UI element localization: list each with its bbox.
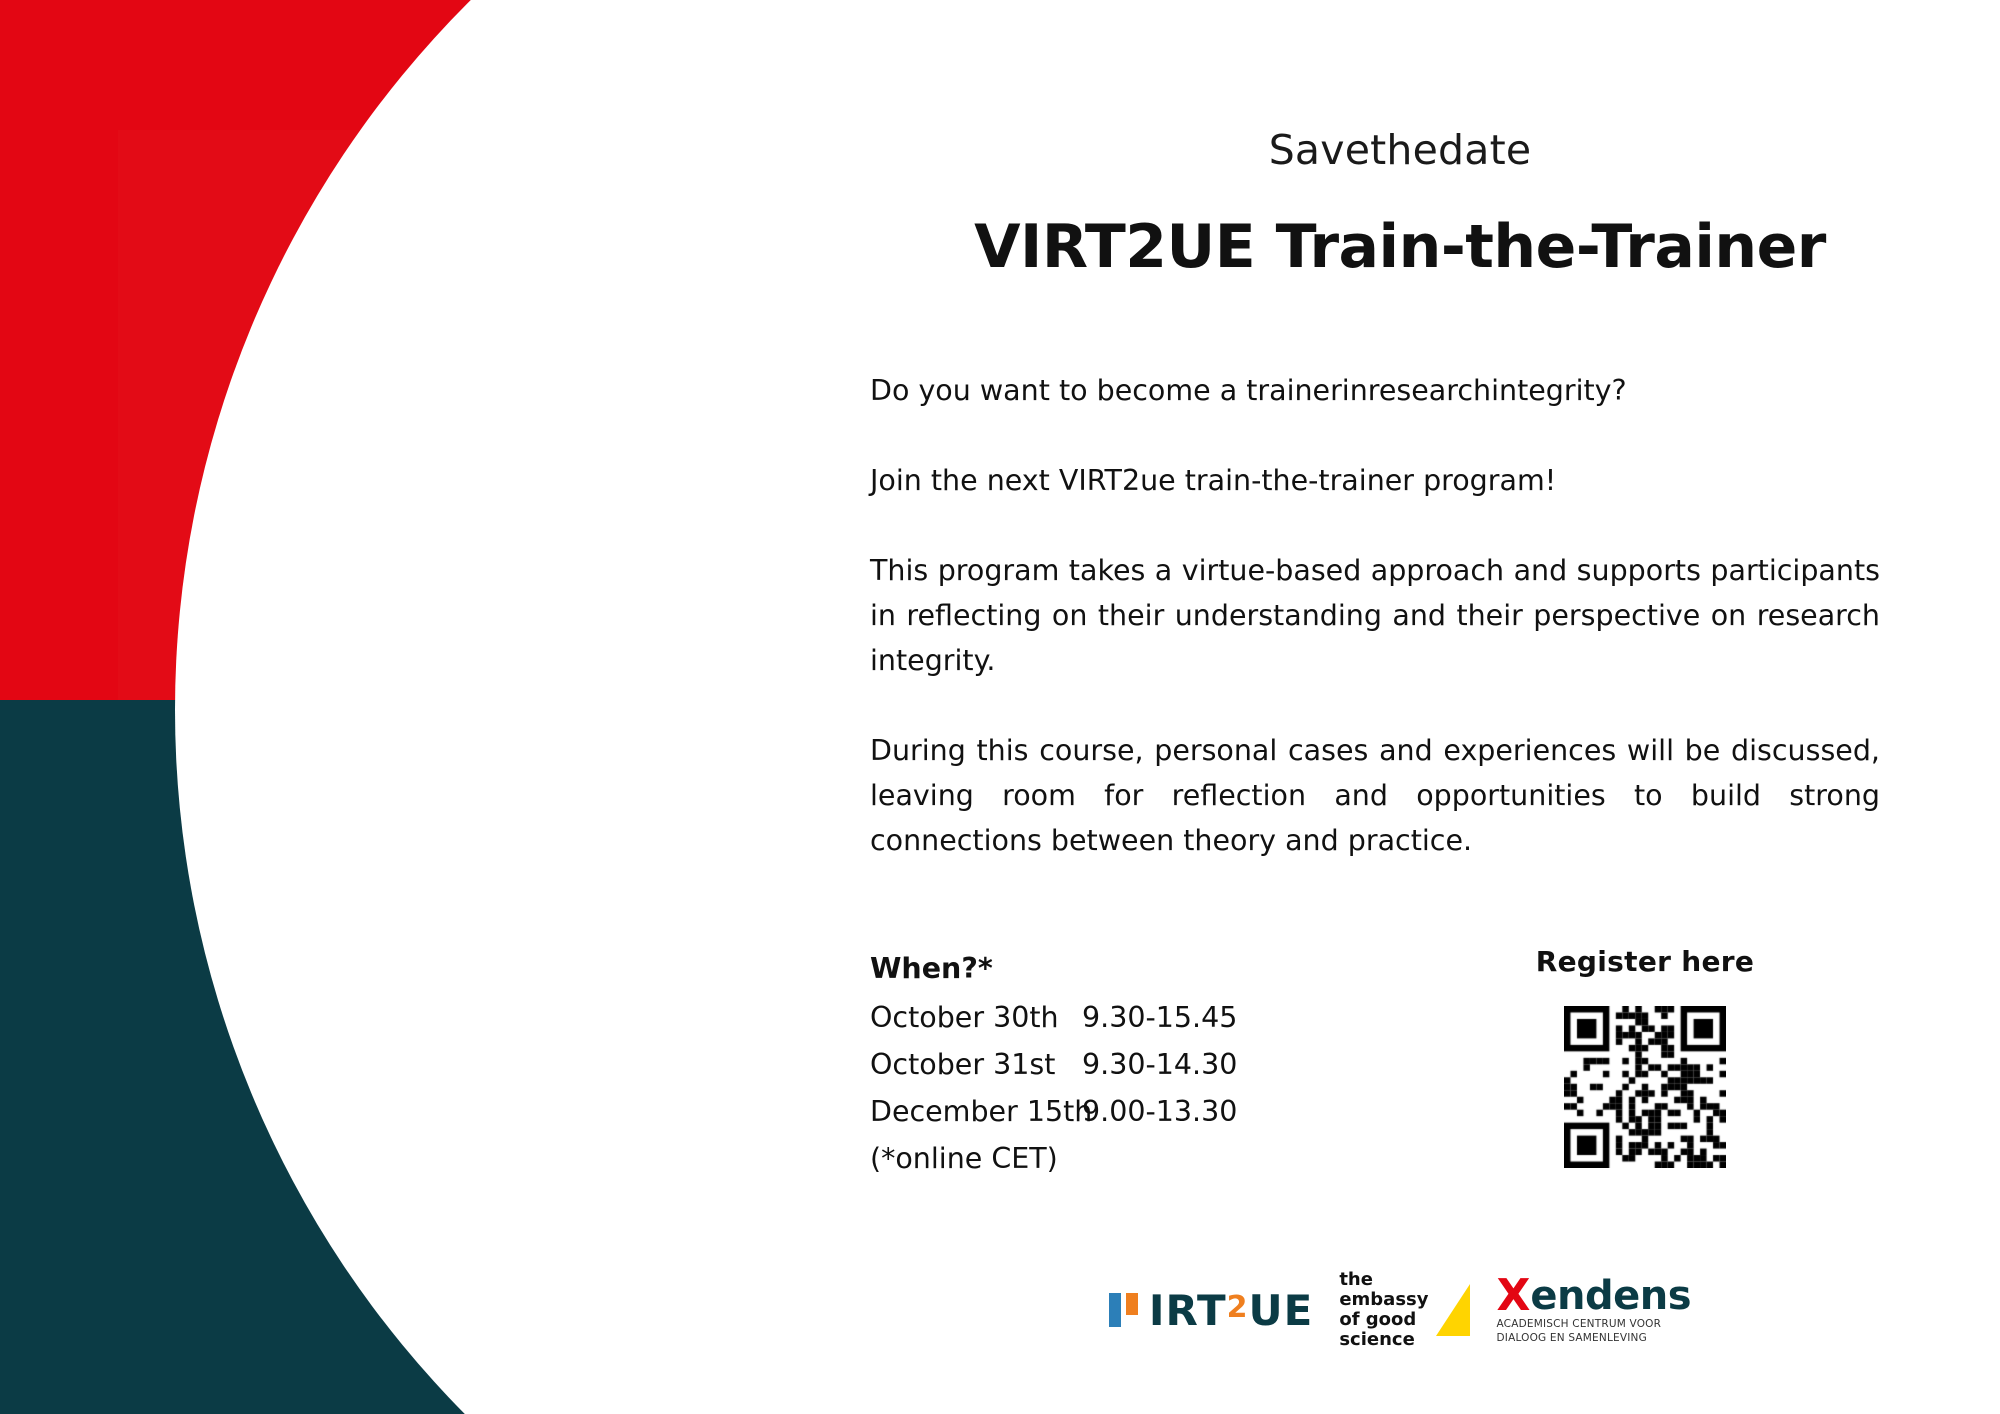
paragraph-course-description: During this course, personal cases and experiences will be discussed, leaving room for reflection and opportunities to build strong connections between theory and practice.	[870, 734, 1880, 857]
when-date: December 15th	[870, 1095, 1093, 1128]
when-date: October 30th	[870, 1001, 1059, 1034]
endens-wordmark	[1496, 1270, 1692, 1321]
when-row	[870, 1088, 1390, 1135]
page-title: VIRT2UE Train-the-Trainer	[974, 212, 1826, 282]
virt2ue-mark-icon	[1109, 1291, 1143, 1329]
embassy-triangle-icon	[1436, 1284, 1470, 1336]
qr-code[interactable]	[1564, 1006, 1726, 1168]
body-copy	[870, 368, 1880, 908]
paragraph-program-description: This program takes a virtue-based approach and supports participants in reflecting on their understanding and their perspective on research integrity.	[870, 554, 1880, 677]
when-time: 9.30-14.30	[1082, 1048, 1238, 1081]
embassy-logo-text	[1339, 1270, 1428, 1350]
virt2ue-logo-part1: IRT	[1148, 1285, 1227, 1335]
embassy-line-3: of good	[1339, 1309, 1417, 1330]
paragraph-join-invite: Join the next VIRT2ue train-the-trainer program!	[870, 464, 1557, 497]
when-date: October 31st	[870, 1048, 1056, 1081]
virt2ue-logo-part2: UE	[1248, 1285, 1314, 1335]
register-block	[1480, 945, 1810, 1168]
endens-subline-2: DIALOOG EN SAMENLEVING	[1496, 1332, 1647, 1344]
embassy-line-4: science	[1339, 1329, 1415, 1350]
when-note: (*online CET)	[870, 1142, 1058, 1175]
register-title: Register here	[1535, 945, 1755, 978]
eyebrow-savethedate: Savethedate	[1268, 126, 1532, 174]
endens-word: endens	[1530, 1273, 1692, 1319]
when-time: 9.30-15.45	[1082, 1001, 1238, 1034]
decorative-graphic	[0, 0, 900, 1414]
embassy-of-good-science-logo	[1339, 1270, 1470, 1350]
endens-subline-1: ACADEMISCH CENTRUM VOOR	[1496, 1318, 1662, 1330]
when-heading: When?*	[870, 952, 993, 985]
endens-logo	[1496, 1270, 1692, 1344]
when-time: 9.00-13.30	[1082, 1095, 1238, 1128]
when-block	[870, 945, 1390, 1182]
virt2ue-logo	[1109, 1286, 1313, 1335]
when-row	[870, 994, 1390, 1041]
virt2ue-logo-superscript: 2	[1226, 1290, 1249, 1325]
embassy-line-2: embassy	[1339, 1289, 1429, 1310]
content-column	[870, 0, 1930, 1414]
when-row	[870, 1041, 1390, 1088]
logo-row	[870, 1270, 1930, 1350]
paragraph-intro-question: Do you want to become a trainerinresearchintegrity?	[870, 374, 1627, 407]
endens-x-icon: X	[1496, 1270, 1531, 1321]
embassy-line-1: the	[1339, 1269, 1373, 1290]
